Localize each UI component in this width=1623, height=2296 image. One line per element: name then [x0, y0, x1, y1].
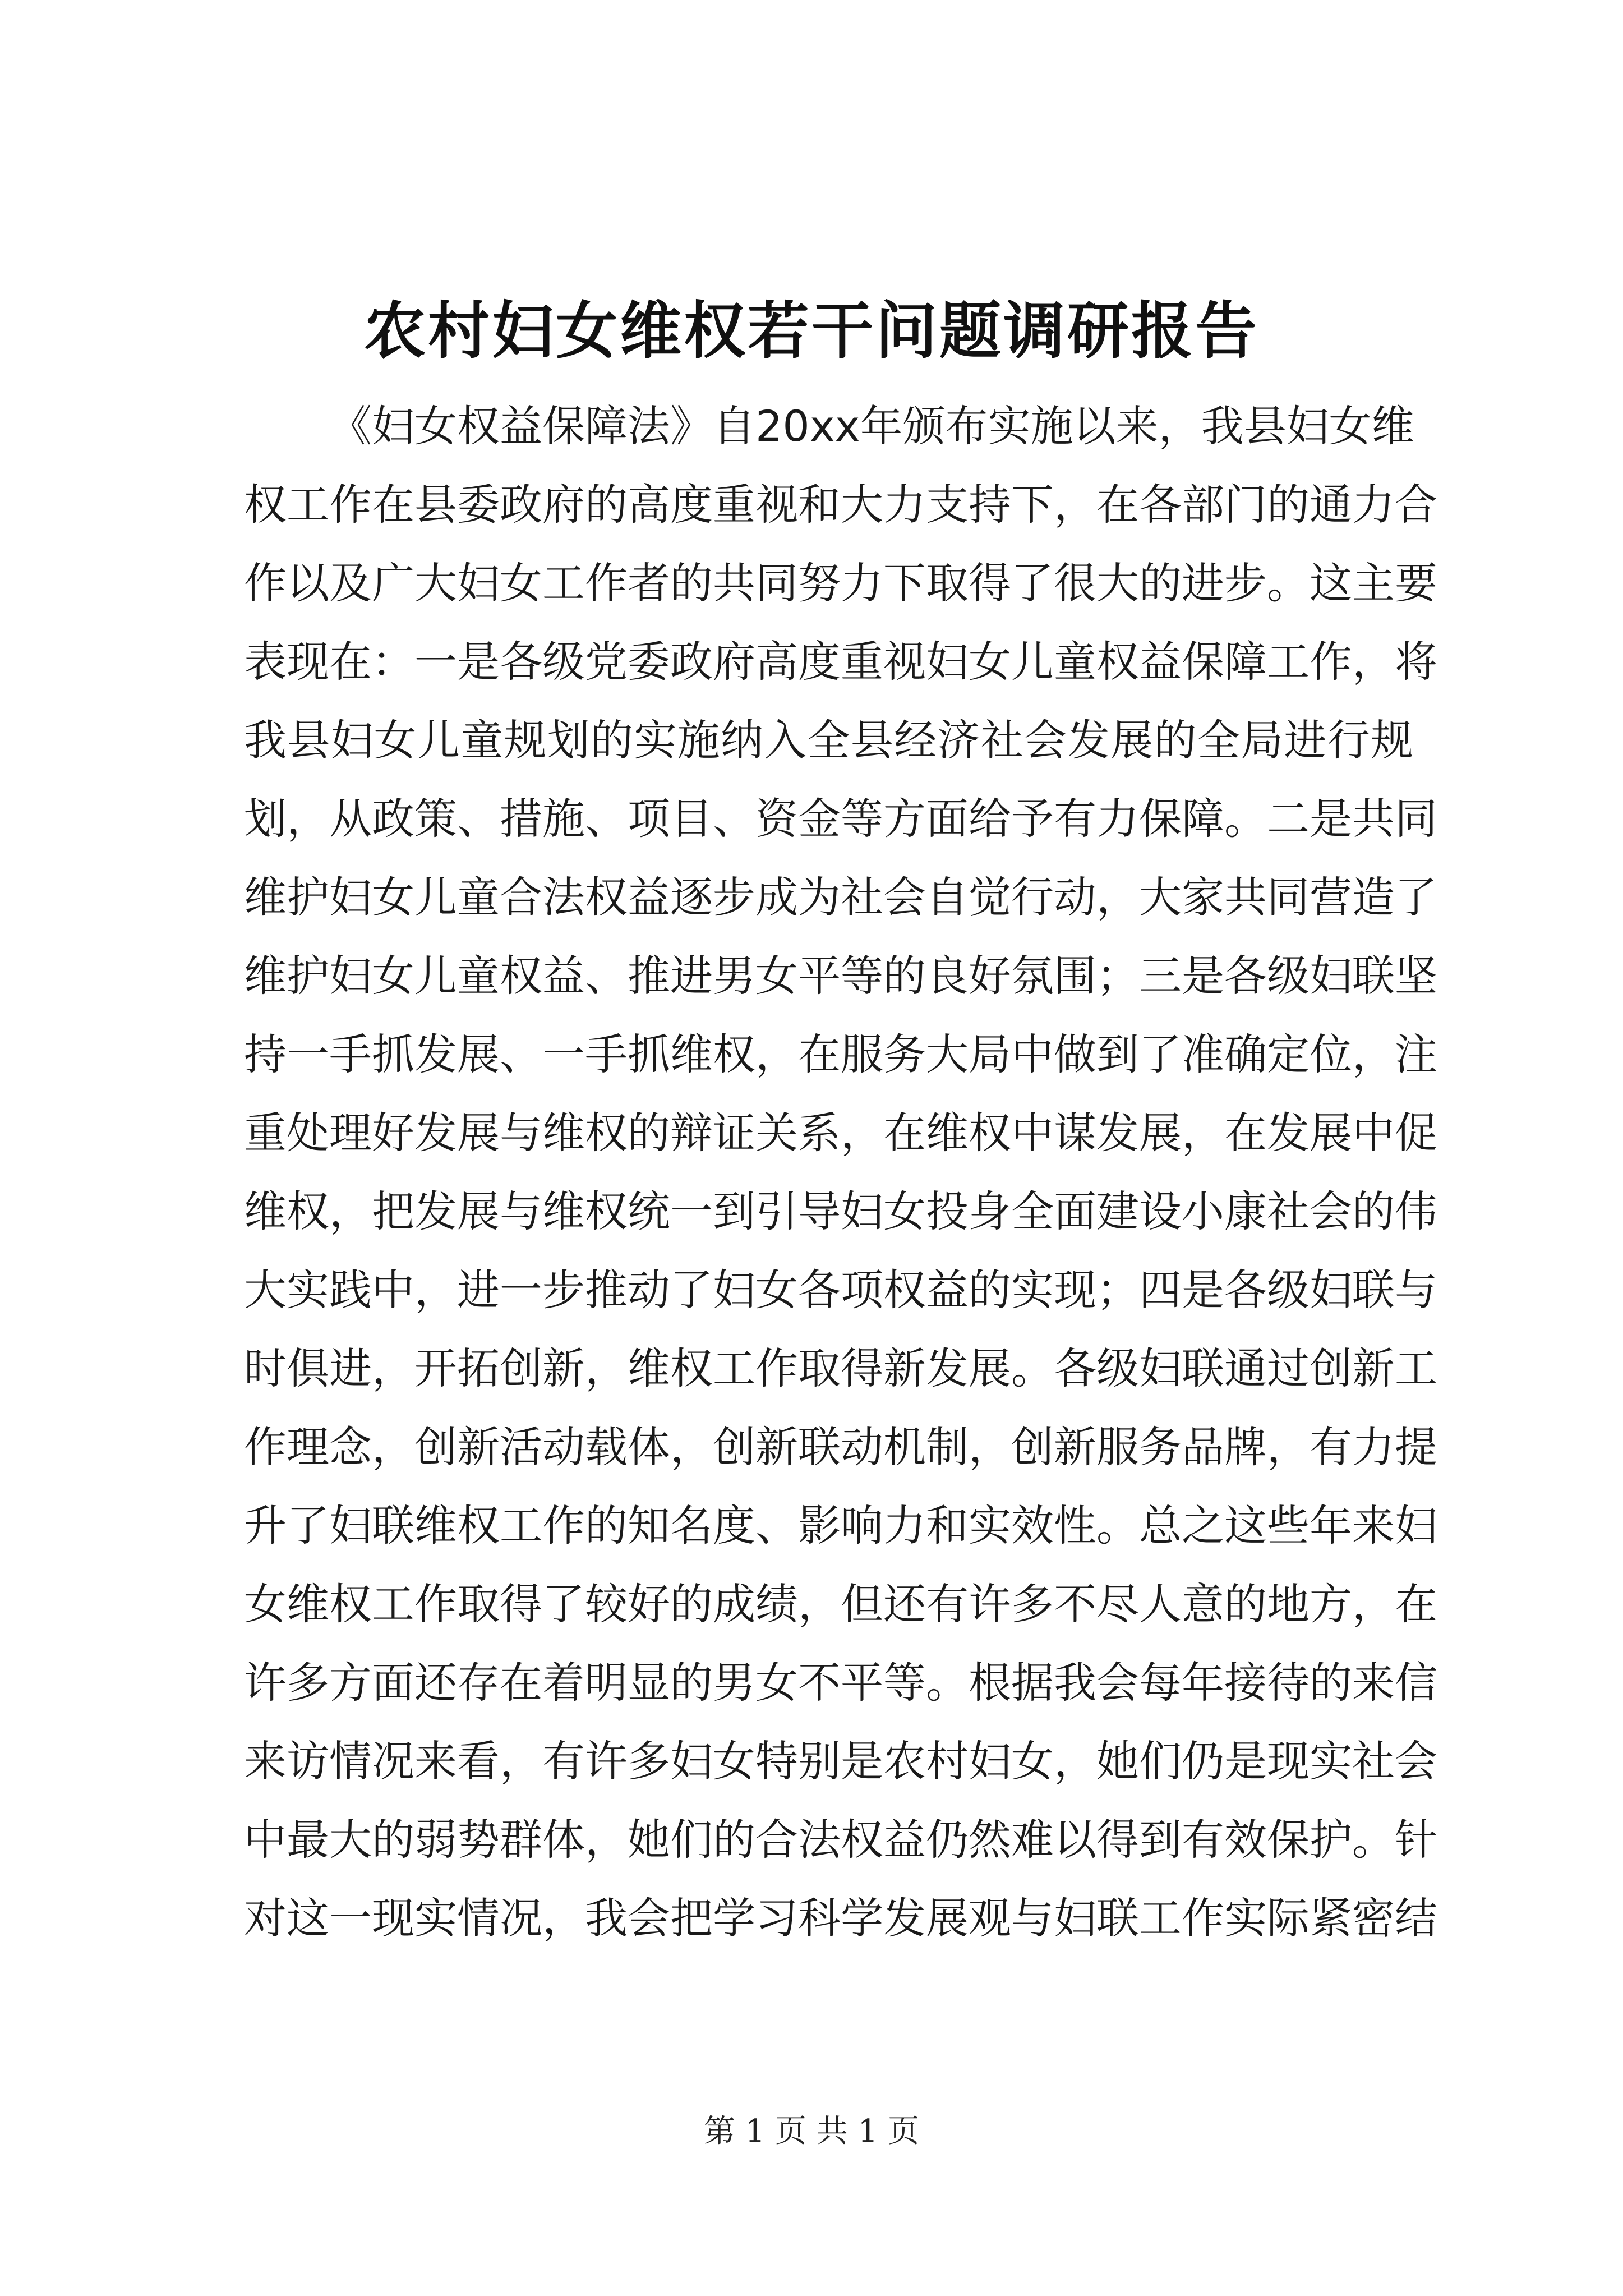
paragraph-line: 维护妇女儿童合法权益逐步成为社会自觉行动，大家共同营造了: [244, 872, 1437, 922]
paragraph-line: 重处理好发展与维权的辩证关系，在维权中谋发展，在发展中促: [244, 1108, 1437, 1158]
page-number-footer: 第 1 页 共 1 页: [703, 2113, 920, 2150]
paragraph-line: 女维权工作取得了较好的成绩，但还有许多不尽人意的地方，在: [244, 1579, 1437, 1629]
body-paragraph: [244, 387, 1437, 1958]
paragraph-line: 中最大的弱势群体，她们的合法权益仍然难以得到有效保护。针: [244, 1815, 1437, 1865]
paragraph-line: 权工作在县委政府的高度重视和大力支持下，在各部门的通力合: [244, 480, 1437, 530]
paragraph-line: 表现在：一是各级党委政府高度重视妇女儿童权益保障工作，将: [244, 637, 1437, 687]
paragraph-line: 来访情况来看，有许多妇女特别是农村妇女，她们仍是现实社会: [244, 1736, 1437, 1786]
paragraph-line: 作以及广大妇女工作者的共同努力下取得了很大的进步。这主要: [244, 558, 1437, 608]
paragraph-line: 时俱进，开拓创新，维权工作取得新发展。各级妇联通过创新工: [244, 1343, 1437, 1393]
paragraph-line: 维护妇女儿童权益、推进男女平等的良好氛围；三是各级妇联坚: [244, 951, 1437, 1001]
paragraph-line: 维权，把发展与维权统一到引导妇女投身全面建设小康社会的伟: [244, 1186, 1437, 1236]
paragraph-line: 许多方面还存在着明显的男女不平等。根据我会每年接待的来信: [244, 1658, 1437, 1708]
paragraph-line: 对这一现实情况，我会把学习科学发展观与妇联工作实际紧密结: [244, 1893, 1437, 1943]
paragraph-line: 持一手抓发展、一手抓维权，在服务大局中做到了准确定位，注: [244, 1029, 1437, 1079]
paragraph-line: 《妇女权益保障法》自20xx年颁布实施以来，我县妇女维: [329, 401, 1414, 451]
document-title: 农村妇女维权若干问题调研报告: [364, 295, 1259, 367]
paragraph-line: 升了妇联维权工作的知名度、影响力和实效性。总之这些年来妇: [244, 1501, 1437, 1550]
paragraph-line: 大实践中，进一步推动了妇女各项权益的实现；四是各级妇联与: [244, 1265, 1437, 1315]
paragraph-line: 作理念，创新活动载体，创新联动机制，创新服务品牌，有力提: [244, 1422, 1437, 1472]
paragraph-line: 划，从政策、措施、项目、资金等方面给予有力保障。二是共同: [244, 794, 1437, 844]
paragraph-line: 我县妇女儿童规划的实施纳入全县经济社会发展的全局进行规: [244, 715, 1413, 765]
